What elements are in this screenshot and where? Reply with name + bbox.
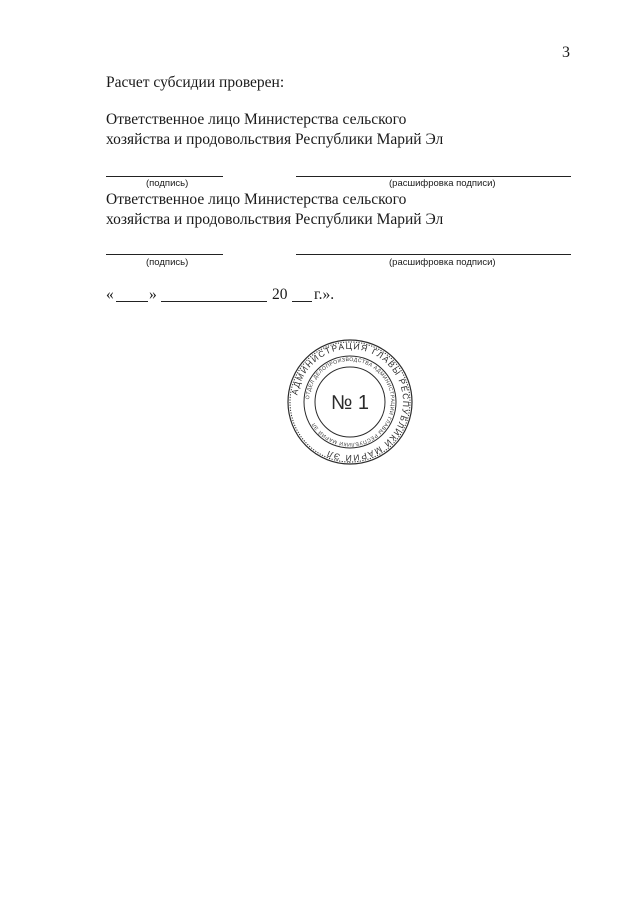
signature-line — [106, 176, 223, 177]
date-open-quote: « — [106, 286, 114, 303]
date-close-quote: » — [149, 286, 157, 303]
responsible-person-line2: хозяйства и продовольствия Республики Марий Эл — [106, 131, 444, 148]
day-blank — [116, 301, 148, 302]
stamp-outer-text: АДМИНИСТРАЦИЯ ГЛАВЫ РЕСПУБЛИКИ МАРИЙ ЭЛ — [289, 340, 412, 464]
official-stamp — [286, 338, 414, 466]
check-statement: Расчет субсидии проверен: — [106, 74, 285, 91]
signature-line — [106, 254, 223, 255]
signature-hint: (подпись) — [146, 178, 189, 189]
signature-hint: (подпись) — [146, 257, 189, 268]
decryption-line — [296, 254, 571, 255]
responsible-person-line2: хозяйства и продовольствия Республики Марий Эл — [106, 211, 444, 228]
year-suffix: г.». — [314, 286, 335, 303]
page-number: 3 — [562, 44, 570, 61]
stamp-number: № 1 — [330, 392, 370, 414]
year-prefix: 20 — [272, 286, 288, 303]
month-blank — [161, 301, 267, 302]
decryption-line — [296, 176, 571, 177]
decryption-hint: (расшифровка подписи) — [389, 257, 496, 268]
year-blank — [292, 301, 312, 302]
responsible-person-line1: Ответственное лицо Министерства сельского — [106, 191, 407, 208]
responsible-person-line1: Ответственное лицо Министерства сельского — [106, 111, 407, 128]
stamp-inner-text: ОТДЕЛ ДЕЛОПРОИЗВОДСТВА АДМИНИСТРАЦИИ ГЛАВЫ РЕСПУБЛИКИ МАРИЙ ЭЛ — [305, 356, 396, 448]
decryption-hint: (расшифровка подписи) — [389, 178, 496, 189]
